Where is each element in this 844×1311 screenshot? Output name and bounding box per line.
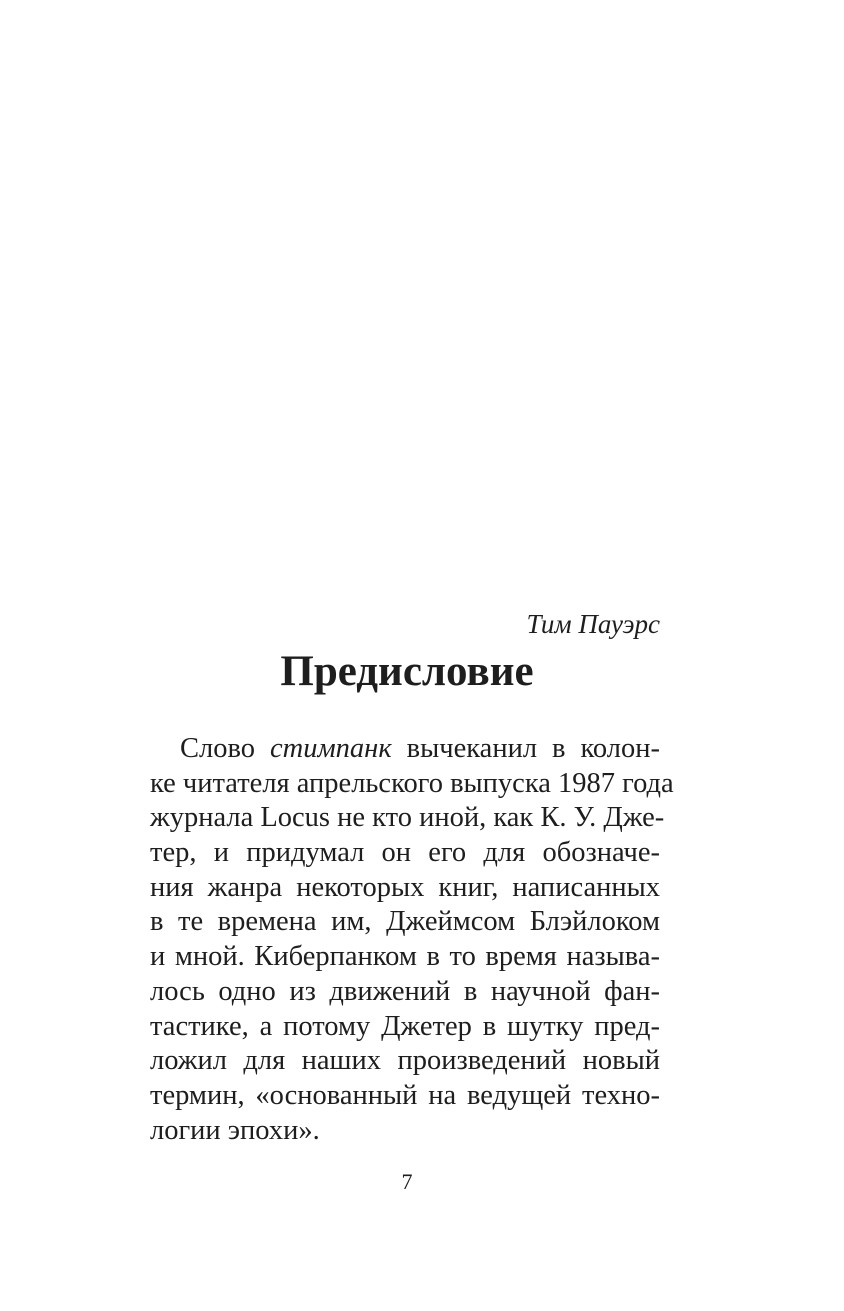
page-number: 7: [401, 1169, 413, 1194]
text-line: лось одно из движений в научной фан-: [150, 975, 660, 1007]
text-line: ложил для наших произведений новый: [150, 1045, 660, 1077]
body-paragraph: [150, 732, 674, 1148]
text-line: Слово стимпанк вычеканил в колон-: [180, 733, 661, 764]
text-line: логии эпохи».: [150, 1114, 320, 1146]
text-line: тастике, а потому Джетер в шутку пред-: [150, 1010, 660, 1042]
emphasized-term: стимпанк: [270, 733, 392, 764]
text-line: журнала Locus не кто иной, как К. У. Дже-: [150, 802, 665, 834]
text-line: ке читателя апрельского выпуска 1987 года: [150, 767, 674, 799]
text-line: тер, и придумал он его для обозначе-: [150, 837, 660, 869]
text-line: в те времена им, Джеймсом Блэйлоком: [150, 906, 660, 938]
author-name: Тим Пауэрс: [526, 609, 660, 639]
text-line: ния жанра некоторых книг, написанных: [150, 871, 660, 903]
chapter-title: Предисловие: [280, 648, 534, 695]
text-line: термин, «основанный на ведущей техно-: [150, 1079, 660, 1111]
text-line: и мной. Киберпанком в то время называ-: [150, 941, 660, 973]
